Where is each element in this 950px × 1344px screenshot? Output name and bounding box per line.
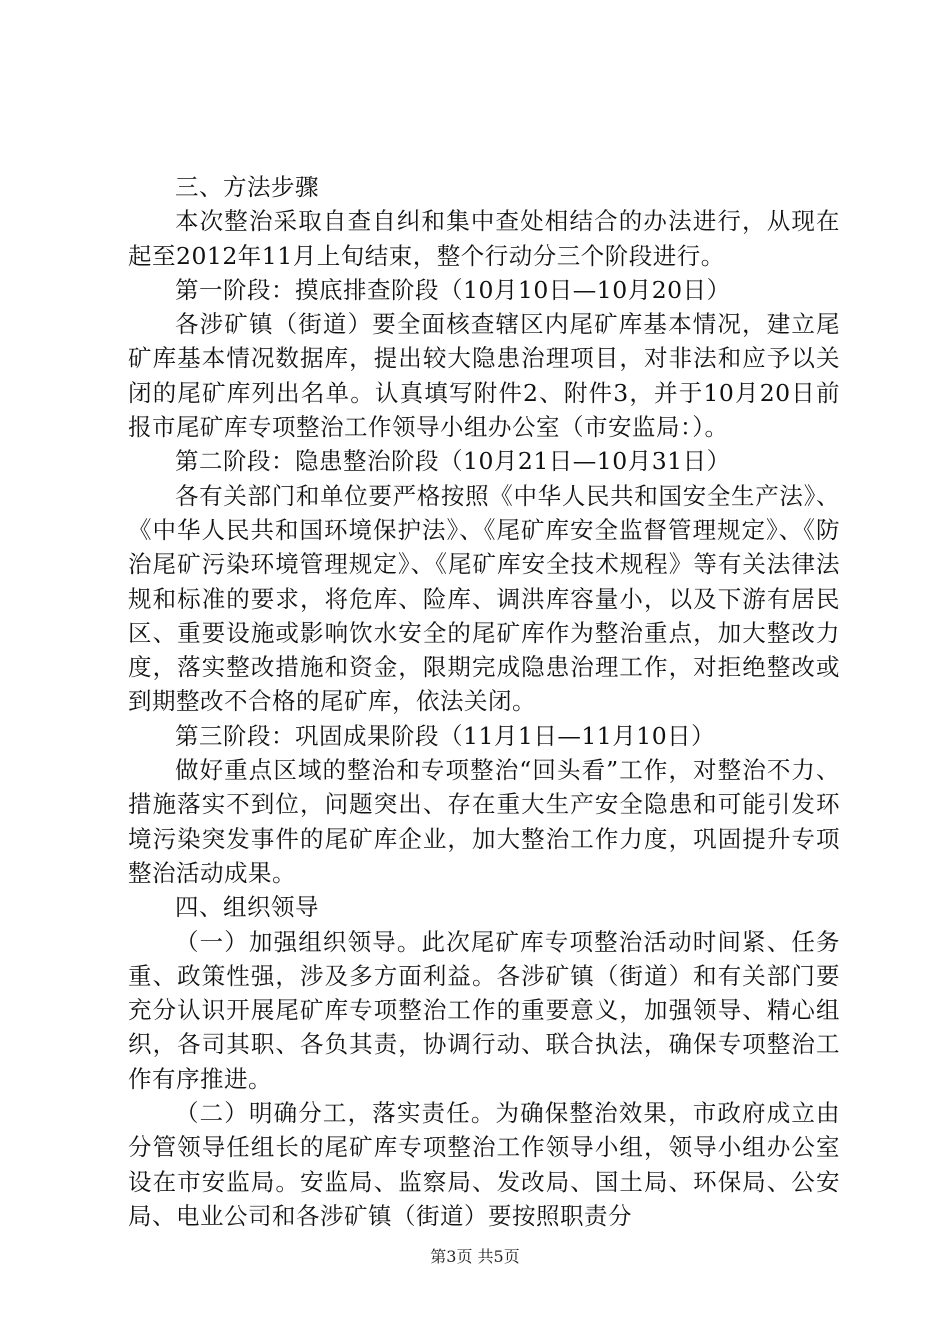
organization-item-two: （二）明确分工，落实责任。为确保整治效果，市政府成立由分管领导任组长的尾矿库专项整治工作领导小组，领导小组办公室设在市安监局。安监局、监察局、发改局、国土局、环保局、公安局、电业公司和各涉矿镇（街道）要按照职责分	[128, 1099, 840, 1230]
stage-three-text: 做好重点区域的整治和专项整治“回头看”工作，对整治不力、措施落实不到位，问题突出、存在重大生产安全隐患和可能引发环境污染突发事件的尾矿库企业，加大整治工作力度，巩固提升专项整治活动成果。	[128, 756, 840, 887]
stage-three-heading: 第三阶段：巩固成果阶段（11月1日—11月10日）	[175, 721, 716, 750]
stage-two-text: 各有关部门和单位要严格按照《中华人民共和国安全生产法》、《中华人民共和国环境保护法》、《尾矿库安全监督管理规定》、《防治尾矿污染环境管理规定》、《尾矿库安全技术规程》等有关法律法规和标准的要求，将危库、险库、调洪库容量小，以及下游有居民区、重要设施或影响饮水安全的尾矿库作为整治重点，加大整改力度，落实整改措施和资金，限期完成隐患治理工作，对拒绝整改或到期整改不合格的尾矿库，依法关闭。	[128, 481, 840, 716]
paragraph-overview: 本次整治采取自查自纠和集中查处相结合的办法进行，从现在起至2012年11月上旬结束，整个行动分三个阶段进行。	[128, 207, 840, 270]
stage-two-heading: 第二阶段：隐患整治阶段（10月21日—10月31日）	[175, 447, 731, 476]
page-number-footer: 第3页 共5页	[430, 1247, 520, 1266]
stage-one-text: 各涉矿镇（街道）要全面核查辖区内尾矿库基本情况，建立尾矿库基本情况数据库，提出较大隐患治理项目，对非法和应予以关闭的尾矿库列出名单。认真填写附件2、附件3，并于10月20日前报市尾矿库专项整治工作领导小组办公室（市安监局：）。	[128, 310, 840, 442]
document-body	[128, 170, 840, 1233]
stage-one-heading: 第一阶段：摸底排查阶段（10月10日—10月20日）	[175, 275, 731, 304]
section-heading-organization: 四、组织领导	[175, 893, 319, 922]
organization-item-one: （一）加强组织领导。此次尾矿库专项整治活动时间紧、任务重、政策性强，涉及多方面利益。各涉矿镇（街道）和有关部门要充分认识开展尾矿库专项整治工作的重要意义，加强领导、精心组织，各司其职、各负其责，协调行动、联合执法，确保专项整治工作有序推进。	[128, 927, 840, 1093]
section-heading-methods: 三、方法步骤	[175, 173, 319, 201]
